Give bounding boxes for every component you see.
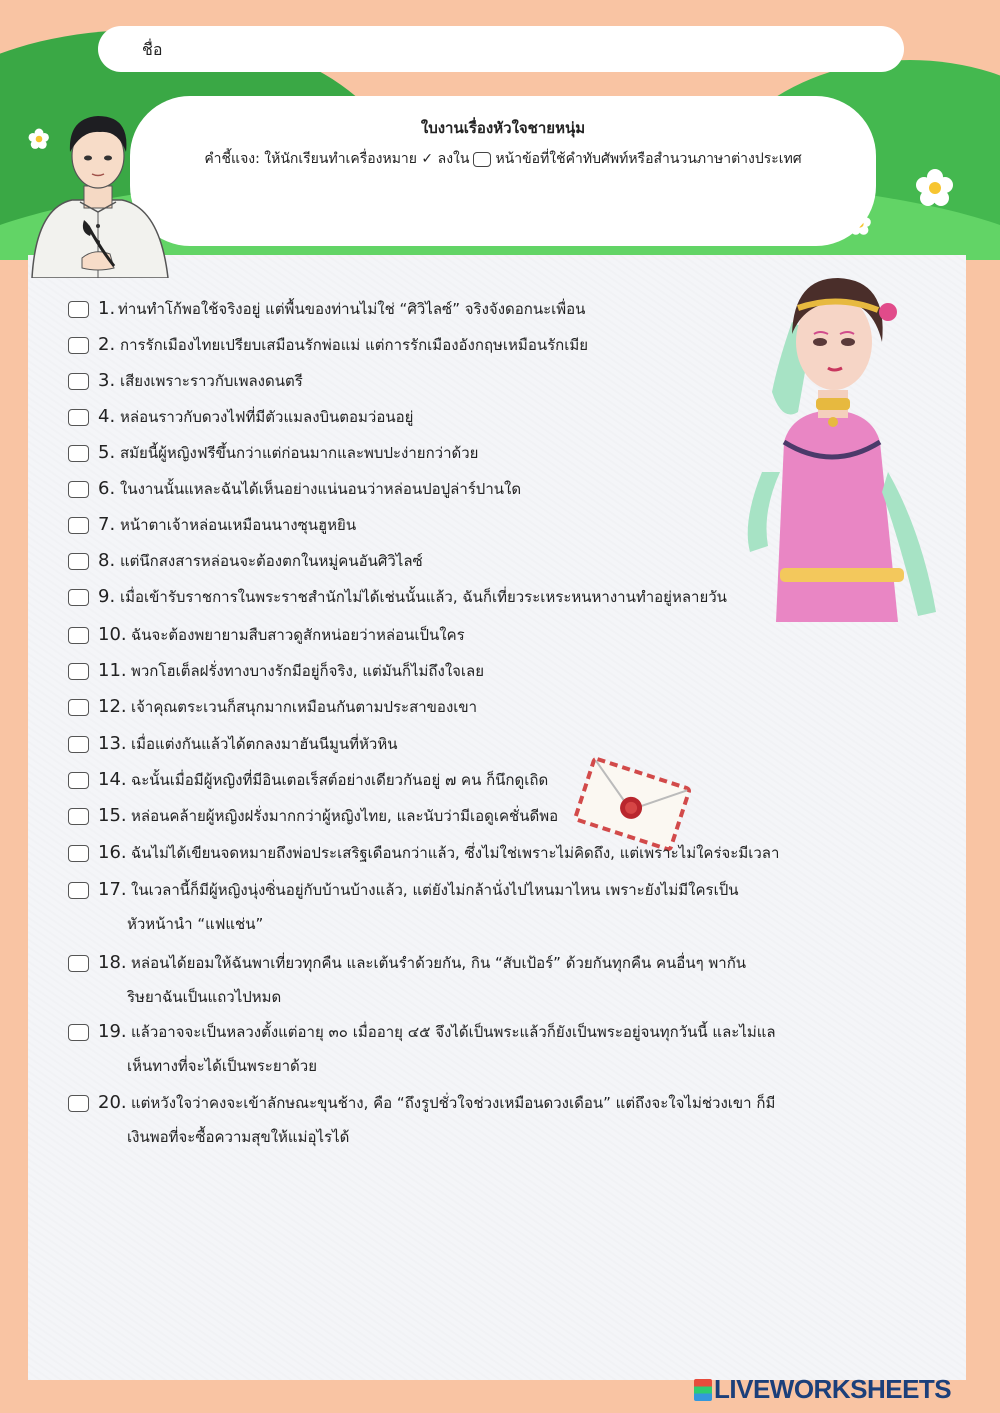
answer-checkbox[interactable] <box>68 1024 89 1041</box>
logo-tiles-icon <box>694 1379 712 1401</box>
item-number: 17. <box>98 879 127 900</box>
item-text-continued: เงินพอที่จะซื้อความสุขให้แม่อุไรได้ <box>127 1128 350 1146</box>
logo-text: LIVEWORKSHEETS <box>714 1374 952 1404</box>
item-text: เมื่อเข้ารับราชการในพระราชสำนักไม่ได้เช่นนั้นแล้ว, ฉันก็เที่ยวระเหระหนหางานทำอยู่หลายวัน <box>120 588 727 606</box>
item-text: ในงานนั้นแหละฉันได้เห็นอย่างแน่นอนว่าหล่อนปอปูล่าร์ปานใด <box>120 480 522 498</box>
man-illustration <box>22 108 174 278</box>
instruction-text: คำชี้แจง: ให้นักเรียนทำเครื่องหมาย ✓ ลงใน <box>204 151 470 167</box>
answer-checkbox[interactable] <box>68 955 89 972</box>
worksheet-title: ใบงานเรื่องหัวใจชายหนุ่ม <box>420 119 586 137</box>
item-number: 1. <box>98 298 116 319</box>
answer-checkbox[interactable] <box>68 1095 89 1112</box>
item-number: 13. <box>98 733 127 754</box>
name-field[interactable] <box>98 26 904 72</box>
item-text: ฉะนั้นเมื่อมีผู้หญิงที่มีอินเตอเร็สต์อย่างเดียวกันอยู่ ๗ คน ก็นึกดูเถิด <box>131 771 549 789</box>
item-text-continued: เห็นทางที่จะได้เป็นพระยาด้วย <box>127 1057 317 1075</box>
answer-checkbox[interactable] <box>68 663 89 680</box>
item-text: ในเวลานี้ก็มีผู้หญิงนุ่งซิ่นอยู่กับบ้านบ้างแล้ว, แต่ยังไม่กล้านั่งไปไหนมาไหน เพราะยังไม่มีใครเป็น <box>131 881 739 899</box>
answer-checkbox[interactable] <box>68 699 89 716</box>
liveworksheets-logo[interactable] <box>694 1374 951 1405</box>
item-text: หล่อนได้ยอมให้ฉันพาเที่ยวทุกคืน และเต้นรำด้วยกัน, กิน “สับเป้อร์” ด้วยกันทุกคืน คนอื่นๆ พากัน <box>131 954 747 972</box>
item-text: หน้าตาเจ้าหล่อนเหมือนนางซุนฮูหยิน <box>120 516 357 534</box>
item-number: 7. <box>98 514 116 535</box>
answer-checkbox[interactable] <box>68 553 89 570</box>
item-text: ท่านทำโก้พอใช้จริงอยู่ แต่พื้นของท่านไม่ใช่ “ศิวิไลซ์” จริงจังดอกนะเพื่อน <box>118 300 586 318</box>
item-text: พวกโฮเต็ลฝรั่งทางบางรักมีอยู่ก็จริง, แต่มันก็ไม่ถึงใจเลย <box>131 662 485 680</box>
answer-checkbox[interactable] <box>68 337 89 354</box>
item-number: 19. <box>98 1021 127 1042</box>
item-number: 18. <box>98 952 127 973</box>
answer-checkbox[interactable] <box>68 845 89 862</box>
name-label: ชื่อ <box>142 40 163 59</box>
item-number: 4. <box>98 406 116 427</box>
item-text: หล่อนราวกับดวงไฟที่มีตัวแมลงบินตอมว่อนอยู่ <box>120 408 414 426</box>
item-text: สมัยนี้ผู้หญิงฟรีขึ้นกว่าแต่ก่อนมากและพบปะง่ายกว่าด้วย <box>120 444 479 462</box>
item-number: 14. <box>98 769 127 790</box>
answer-checkbox[interactable] <box>68 589 89 606</box>
item-number: 20. <box>98 1092 127 1113</box>
answer-checkbox[interactable] <box>68 808 89 825</box>
answer-checkbox[interactable] <box>68 517 89 534</box>
answer-checkbox[interactable] <box>68 409 89 426</box>
item-text: เจ้าคุณตระเวนก็สนุกมากเหมือนกันตามประสาของเขา <box>131 698 478 716</box>
item-text: แล้วอาจจะเป็นหลวงตั้งแต่อายุ ๓๐ เมื่ออายุ ๔๕ จึงได้เป็นพระแล้วก็ยังเป็นพระอยู่จนทุกวันนี้ และไม่แล <box>131 1023 776 1041</box>
answer-checkbox[interactable] <box>68 882 89 899</box>
checkbox-example-icon <box>473 152 491 167</box>
title-box <box>130 96 876 246</box>
answer-checkbox[interactable] <box>68 481 89 498</box>
item-text: แต่นึกสงสารหล่อนจะต้องตกในหมู่คนอันศิวิไลซ์ <box>120 552 423 570</box>
item-text-continued: ริษยาฉันเป็นแถวไปหมด <box>127 988 282 1006</box>
item-text: เมื่อแต่งกันแล้วได้ตกลงมาฮันนีมูนที่หัวหิน <box>131 735 398 753</box>
instructions <box>130 148 876 170</box>
answer-checkbox[interactable] <box>68 301 89 318</box>
item-number: 11. <box>98 660 127 681</box>
item-number: 5. <box>98 442 116 463</box>
item-number: 3. <box>98 370 116 391</box>
item-text: เสียงเพราะราวกับเพลงดนตรี <box>120 372 303 390</box>
answer-checkbox[interactable] <box>68 373 89 390</box>
answer-checkbox[interactable] <box>68 772 89 789</box>
item-text: ฉันไม่ได้เขียนจดหมายถึงพ่อประเสริฐเดือนกว่าแล้ว, ซึ่งไม่ใช่เพราะไม่คิดถึง, แต่เพราะไม่ใคร่จะมีเวลา <box>131 844 780 862</box>
item-number: 6. <box>98 478 116 499</box>
item-number: 12. <box>98 696 127 717</box>
item-text: ฉันจะต้องพยายามสืบสาวดูสักหน่อยว่าหล่อนเป็นใคร <box>131 626 465 644</box>
woman-illustration <box>722 272 944 622</box>
item-number: 2. <box>98 334 116 355</box>
item-text: แต่หวังใจว่าคงจะเข้าลักษณะขุนช้าง, คือ “ถึงรูปชั่วใจช่วงเหมือนดวงเดือน” แต่ถึงจะใจไม่ช่วงเขา ก็มี <box>131 1094 776 1112</box>
item-number: 10. <box>98 624 127 645</box>
answer-checkbox[interactable] <box>68 627 89 644</box>
item-number: 9. <box>98 586 116 607</box>
answer-checkbox[interactable] <box>68 445 89 462</box>
item-text-continued: หัวหน้านำ “แฟแช่น” <box>127 915 264 933</box>
item-number: 8. <box>98 550 116 571</box>
item-number: 15. <box>98 805 127 826</box>
item-text: การรักเมืองไทยเปรียบเสมือนรักพ่อแม่ แต่การรักเมืองอังกฤษเหมือนรักเมีย <box>120 336 589 354</box>
item-number: 16. <box>98 842 127 863</box>
item-text: หล่อนคล้ายผู้หญิงฝรั่งมากกว่าผู้หญิงไทย, และนับว่ามีเอดูเคชั่นดีพอ <box>131 807 559 825</box>
flower-icon <box>915 168 955 208</box>
instruction-text-end: หน้าข้อที่ใช้คำทับศัพท์หรือสำนวนภาษาต่างประเทศ <box>495 151 802 167</box>
answer-checkbox[interactable] <box>68 736 89 753</box>
